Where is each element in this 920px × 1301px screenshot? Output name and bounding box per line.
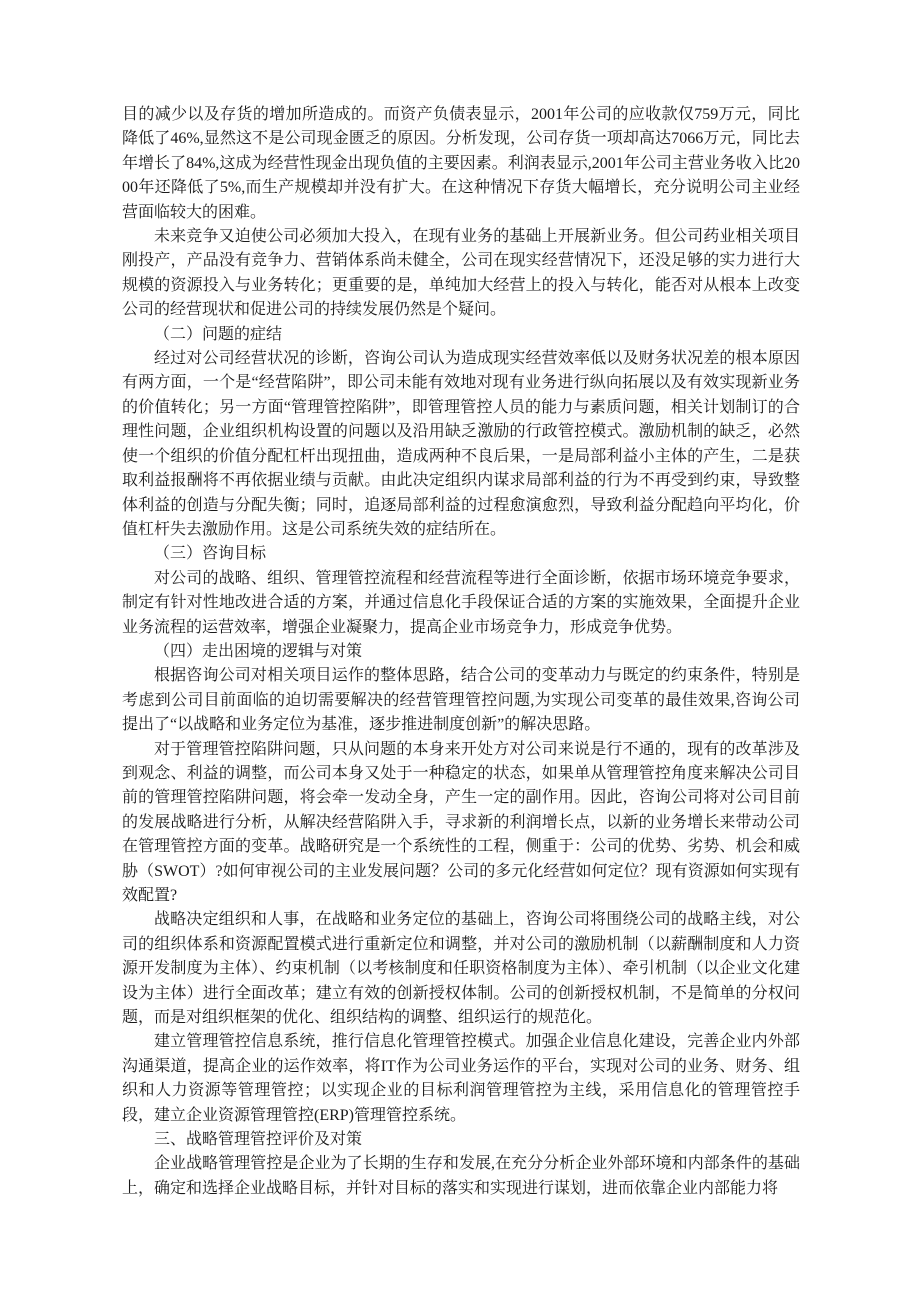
- section-heading: （四）走出困境的逻辑与对策: [154, 642, 363, 660]
- paragraph: 未来竞争又迫使公司必须加大投入，在现有业务的基础上开展新业务。但公司药业相关项目刚投产，产品没有竞争力、营销体系尚未健全，公司在现实经营情况下，还没足够的实力进行大规模的资源投入与业务转化；更重要的是，单纯加大经营上的投入与转化，能否对从根本上改变公司的经营现状和促进公司的持续发展仍然是个疑问。: [122, 228, 800, 319]
- paragraph: 经过对公司经营状况的诊断，咨询公司认为造成现实经营效率低以及财务状况差的根本原因有两方面，一个是“经营陷阱”，即公司未能有效地对现有业务进行纵向拓展以及有效实现新业务的价值转化；另一方面“管理管控陷阱”，即管理管控人员的能力与素质问题，相关计划制订的合理性问题，企业组织机构设置的问题以及沿用缺乏激励的行政管控模式。激励机制的缺乏，必然使一个组织的价值分配杠杆出现扭曲，造成两种不良后果，一是局部利益小主体的产生，二是获取利益报酬将不再依据业绩与贡献。由此决定组织内谋求局部利益的行为不再受到约束，导致整体利益的创造与分配失衡；同时，追逐局部利益的过程愈演愈烈，导致利益分配趋向平均化，价值杠杆失去激励作用。这是公司系统失效的症结所在。: [122, 350, 800, 538]
- section-heading: 三、战略管理管控评价及对策: [154, 1131, 363, 1149]
- paragraph: 目的减少以及存货的增加所造成的。而资产负债表显示，2001年公司的应收款仅759万元，同比降低了46%,显然这不是公司现金匮乏的原因。分析发现，公司存货一项却高达7066万元，同比去年增长了84%,这成为经营性现金出现负值的主要因素。利润表显示,2001年公司主营业务收入比2000年还降低了5%,而生产规模却并没有扩大。在这种情况下存货大幅增长，充分说明公司主业经营面临较大的困难。: [122, 106, 800, 221]
- paragraph: 战略决定组织和人事，在战略和业务定位的基础上，咨询公司将围绕公司的战略主线，对公司的组织体系和资源配置模式进行重新定位和调整，并对公司的激励机制（以薪酬制度和人力资源开发制度为主体）、约束机制（以考核制度和任职资格制度为主体）、牵引机制（以企业文化建设为主体）进行全面改革；建立有效的创新授权体制。公司的创新授权机制，不是简单的分权问题，而是对组织框架的优化、组织结构的调整、组织运行的规范化。: [122, 911, 800, 1027]
- document-text-block: [122, 103, 800, 1201]
- section-heading: （三）咨询目标: [154, 545, 267, 563]
- paragraph: 对公司的战略、组织、管理管控流程和经营流程等进行全面诊断，依据市场环境竞争要求，制定有针对性地改进合适的方案，并通过信息化手段保证合适的方案的实施效果，全面提升企业业务流程的运营效率，增强企业凝聚力，提高企业市场竞争力，形成竞争优势。: [122, 569, 800, 636]
- paragraph: 根据咨询公司对相关项目运作的整体思路，结合公司的变革动力与既定的约束条件，特别是考虑到公司目前面临的迫切需要解决的经营管理管控问题,为实现公司变革的最佳效果,咨询公司提出了“以战略和业务定位为基准，逐步推进制度创新”的解决思路。: [122, 667, 800, 734]
- paragraph: 建立管理管控信息系统，推行信息化管理管控模式。加强企业信息化建设，完善企业内外部沟通渠道，提高企业的运作效率，将IT作为公司业务运作的平台，实现对公司的业务、财务、组织和人力资源等管理管控；以实现企业的目标利润管理管控为主线，采用信息化的管理管控手段，建立企业资源管理管控(ERP)管理管控系统。: [122, 1033, 800, 1124]
- paragraph: 对于管理管控陷阱问题，只从问题的本身来开处方对公司来说是行不通的，现有的改革涉及到观念、利益的调整，而公司本身又处于一种稳定的状态，如果单从管理管控角度来解决公司目前的管理管控陷阱问题，将会牵一发动全身，产生一定的副作用。因此，咨询公司将对公司目前的发展战略进行分析，从解决经营陷阱入手，寻求新的利润增长点，以新的业务增长来带动公司在管理管控方面的变革。战略研究是一个系统性的工程，侧重于：公司的优势、劣势、机会和威胁（SWOT）?如何审视公司的主业发展问题？公司的多元化经营如何定位？现有资源如何实现有效配置?: [122, 740, 800, 904]
- paragraph: 企业战略管理管控是企业为了长期的生存和发展,在充分分析企业外部环境和内部条件的基础上，确定和选择企业战略目标，并针对目标的落实和实现进行谋划，进而依靠企业内部能力将: [122, 1155, 800, 1197]
- section-heading: （二）问题的症结: [154, 325, 283, 343]
